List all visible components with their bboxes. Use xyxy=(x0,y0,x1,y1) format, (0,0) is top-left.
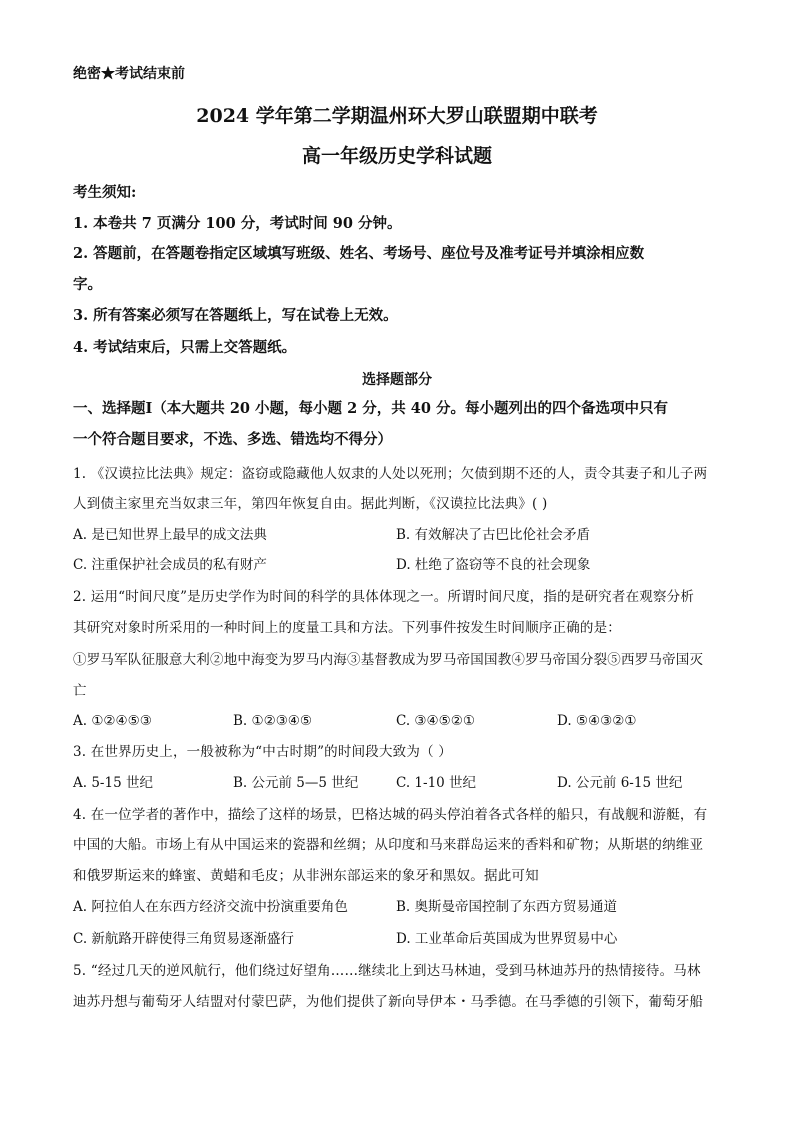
question-2-option-a: A. ①②④⑤③ xyxy=(73,713,152,729)
section-instruction-line2: 一个符合题目要求，不选、多选、错选均不得分） xyxy=(73,431,392,448)
notice-item-2-continued: 字。 xyxy=(73,276,102,293)
question-2-option-d: D. ⑤④③②① xyxy=(557,713,637,729)
notice-heading: 考生须知: xyxy=(73,184,137,201)
notice-item-4: 4. 考试结束后，只需上交答题纸。 xyxy=(73,339,297,356)
section-instruction-line1: 一、选择题Ⅰ（本大题共 20 小题，每小题 2 分，共 40 分。每小题列出的四个备选项中只有 xyxy=(73,400,669,417)
question-1-option-c: C. 注重保护社会成员的私有财产 xyxy=(73,557,267,573)
notice-item-1: 1. 本卷共 7 页满分 100 分，考试时间 90 分钟。 xyxy=(73,215,402,232)
exam-title: 2024 学年第二学期温州环大罗山联盟期中联考 xyxy=(196,105,598,127)
question-3-option-c: C. 1-10 世纪 xyxy=(396,775,477,791)
exam-subtitle: 高一年级历史学科试题 xyxy=(301,145,492,167)
question-1-option-d: D. 杜绝了盗窃等不良的社会现象 xyxy=(396,557,591,573)
notice-item-2: 2. 答题前，在答题卷指定区域填写班级、姓名、考场号、座位号及准考证号并填涂相应数 xyxy=(73,245,645,262)
question-4-option-c: C. 新航路开辟使得三角贸易逐渐盛行 xyxy=(73,931,294,947)
question-5-stem-line1: 5. “经过几天的逆风航行，他们绕过好望角……继续北上到达马林迪，受到马林迪苏丹的热情接待。马林 xyxy=(73,963,701,979)
question-3-stem: 3. 在世界历史上，一般被称为“中古时期”的时间段大致为（ ） xyxy=(73,744,452,760)
question-4-option-b: B. 奥斯曼帝国控制了东西方贸易通道 xyxy=(396,899,618,915)
notice-item-3: 3. 所有答案必须写在答题纸上，写在试卷上无效。 xyxy=(73,307,398,324)
question-5-stem-line2: 迪苏丹想与葡萄牙人结盟对付蒙巴萨，为他们提供了新向导伊本・马季德。在马季德的引领下，葡萄牙船 xyxy=(73,994,704,1010)
question-2-option-c: C. ③④⑤②① xyxy=(396,713,475,729)
confidential-label: 绝密★考试结束前 xyxy=(73,66,185,82)
question-2-stem-line2: 其研究对象时所采用的一种时间上的度量工具和方法。下列事件按发生时间顺序正确的是： xyxy=(73,620,621,636)
question-1-stem-line1: 1. 《汉谟拉比法典》规定：盗窃或隐藏他人奴隶的人处以死刑；欠债到期不还的人，责令其妻子和儿子两 xyxy=(73,466,708,482)
question-4-stem-line3: 和俄罗斯运来的蜂蜜、黄蜡和毛皮；从非洲东部运来的象牙和黑奴。据此可知 xyxy=(73,868,539,884)
question-1-option-a: A. 是已知世界上最早的成文法典 xyxy=(73,527,267,543)
question-2-stem-line3: ①罗马军队征服意大利②地中海变为罗马内海③基督教成为罗马帝国国教④罗马帝国分裂⑤西罗马帝国灭 xyxy=(73,652,704,668)
question-4-option-a: A. 阿拉伯人在东西方经济交流中扮演重要角色 xyxy=(73,899,348,915)
question-2-stem-line4: 亡 xyxy=(73,683,87,699)
question-3-option-b: B. 公元前 5—5 世纪 xyxy=(233,775,359,791)
question-2-stem-line1: 2. 运用“时间尺度”是历史学作为时间的科学的具体体现之一。所谓时间尺度，指的是研究者在观察分析 xyxy=(73,589,695,605)
question-4-stem-line1: 4. 在一位学者的著作中，描绘了这样的场景，巴格达城的码头停泊着各式各样的船只，有战舰和游艇，有 xyxy=(73,807,708,823)
question-3-option-d: D. 公元前 6-15 世纪 xyxy=(557,775,683,791)
question-4-option-d: D. 工业革命后英国成为世界贸易中心 xyxy=(396,931,618,947)
part-title: 选择题部分 xyxy=(362,372,432,388)
question-3-option-a: A. 5-15 世纪 xyxy=(73,775,153,791)
question-4-stem-line2: 中国的大船。市场上有从中国运来的瓷器和丝绸；从印度和马来群岛运来的香料和矿物；从斯堪的纳维亚 xyxy=(73,837,704,853)
question-1-stem-line2: 人到债主家里充当奴隶三年，第四年恢复自由。据此判断，《汉谟拉比法典》( ) xyxy=(73,496,548,512)
question-2-option-b: B. ①②③④⑤ xyxy=(233,713,313,729)
question-1-option-b: B. 有效解决了古巴比伦社会矛盾 xyxy=(396,527,591,543)
